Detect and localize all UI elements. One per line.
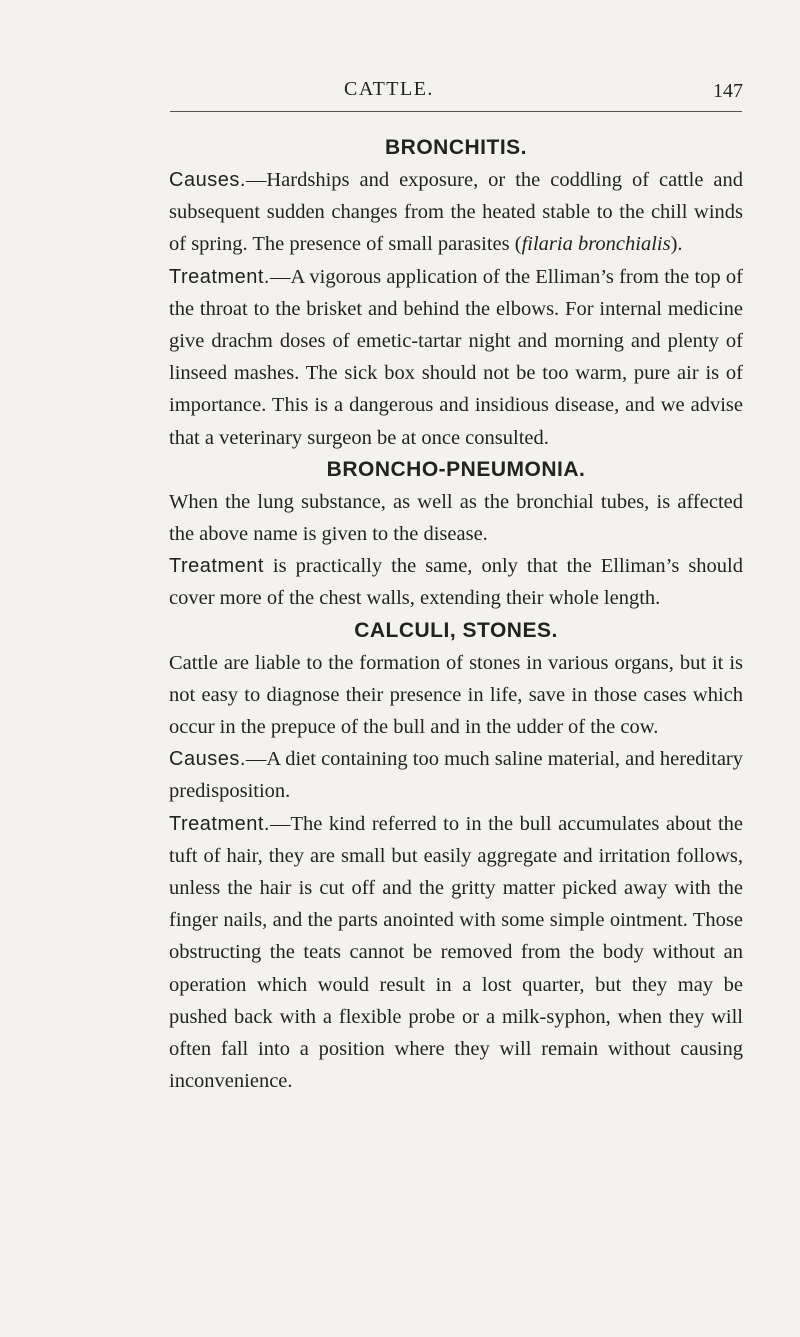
label-treatment: Treatment.: [169, 812, 270, 835]
running-head: [170, 78, 743, 110]
paragraph-calculi-treatment: [169, 808, 743, 1098]
paragraph-bronchitis-causes: [169, 164, 743, 261]
paragraph-broncho-treatment: [169, 550, 743, 614]
label-treatment: Treatment: [169, 555, 264, 578]
label-causes: Causes.: [169, 169, 246, 191]
paragraph-bronchitis-treatment: [169, 261, 743, 454]
text-broncho-treatment: is practically the same, only that the Elliman’s should cover more of the chest walls, extending their whole length.: [169, 555, 743, 610]
text-bronchitis-causes-end: ).: [670, 233, 683, 256]
section-heading-bronchitis: BRONCHITIS.: [385, 136, 527, 159]
italic-parasite-name: filaria bronchialis: [521, 233, 671, 256]
header-rule: [170, 111, 742, 112]
label-causes: Causes.: [169, 748, 246, 771]
text-bronchitis-causes: —Hardships and exposure, or the coddling of cattle and subsequent sudden changes from the heated stable to the chill winds of spring. The presence of small parasites (: [169, 169, 743, 256]
section-heading-broncho-pneumonia: BRONCHO-PNEUMONIA.: [326, 457, 586, 481]
text-calculi-treatment: —The kind referred to in the bull accumulates about the tuft of hair, they are small but easily aggregate and irritation follows, unless the hair is cut off and the gritty matter picked away with the finger nails, and the parts anointed with some simple ointment. Those obstructing the teats cannot be removed from the body without an operation which would result in a lost quarter, but they may be pushed back with a flexible probe or a milk-syphon, when they will often fall into a position where they will remain without causing inconvenience.: [169, 812, 743, 1093]
page-body: [169, 132, 743, 1097]
label-treatment: Treatment.: [169, 265, 270, 288]
paragraph-calculi-causes: [169, 743, 743, 807]
page-number: 147: [713, 80, 743, 102]
running-title: CATTLE.: [344, 78, 434, 100]
paragraph-broncho-intro: When the lung substance, as well as the bronchial tubes, is affected the above name is given to the disease.: [169, 490, 743, 546]
text-bronchitis-treatment: —A vigorous application of the Elliman’s from the top of the throat to the brisket and behind the elbows. For internal medicine give drachm doses of emetic-tartar night and morning and plenty of linseed mashes. The sick box should not be too warm, pure air is of importance. This is a dangerous and insidious disease, and we advise that a veterinary surgeon be at once consulted.: [169, 265, 743, 449]
text-calculi-causes: —A diet containing too much saline material, and hereditary predisposition.: [169, 748, 743, 803]
section-heading-calculi: CALCULI, STONES.: [354, 618, 558, 642]
paragraph-calculi-intro: Cattle are liable to the formation of stones in various organs, but it is not easy to diagnose their presence in life, save in those cases which occur in the prepuce of the bull and in the udder of the cow.: [169, 651, 743, 739]
